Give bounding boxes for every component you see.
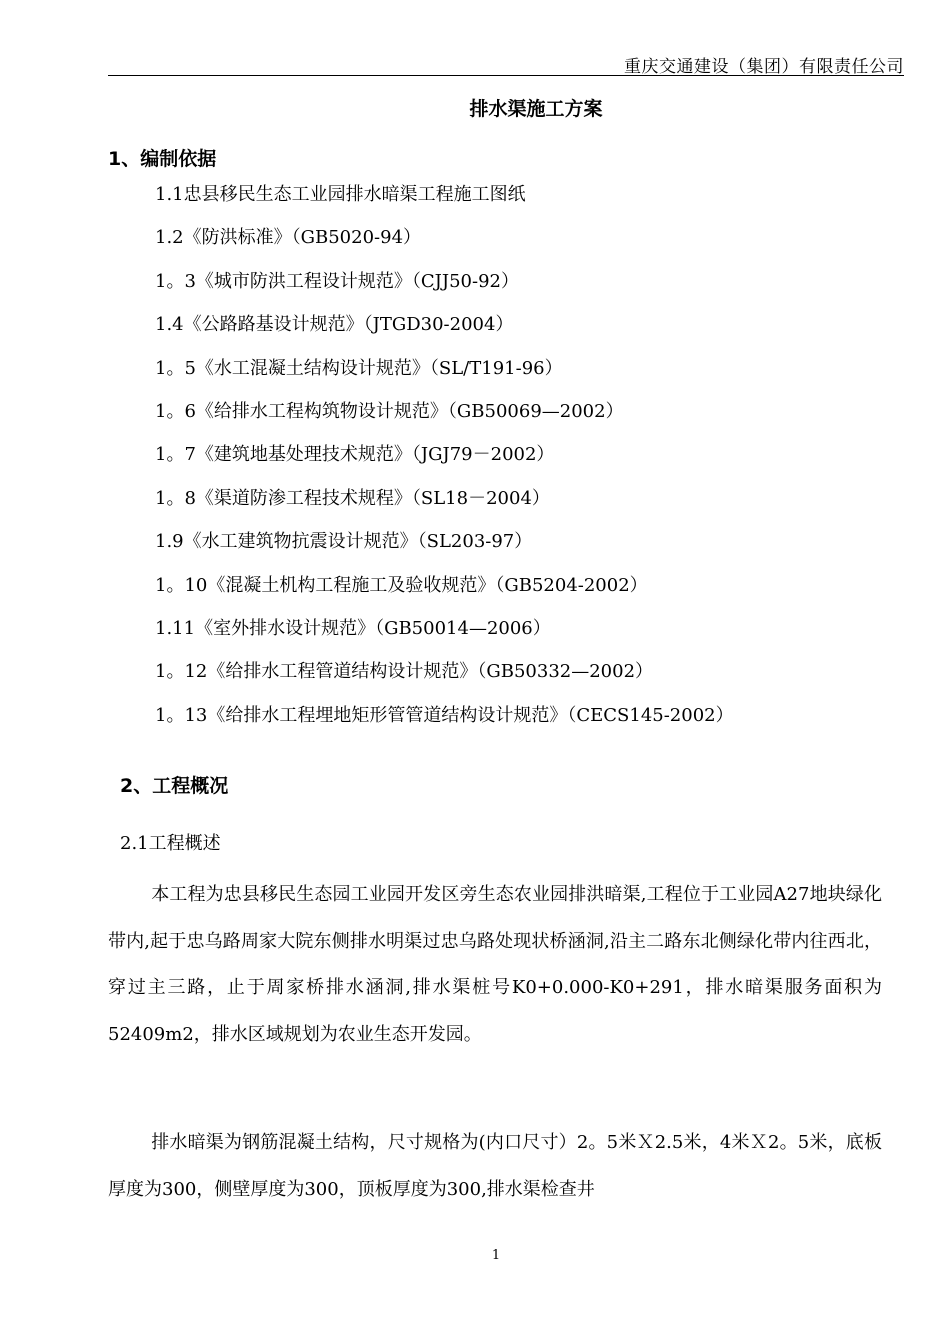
- reference-item: 1。7《建筑地基处理技术规范》（JGJ79－2002）: [155, 444, 555, 466]
- reference-item: 1.9《水工建筑物抗震设计规范》（SL203-97）: [155, 531, 533, 553]
- reference-item: 1。12《给排水工程管道结构设计规范》（GB50332—2002）: [155, 661, 654, 683]
- reference-item: 1。13《给排水工程埋地矩形管管道结构设计规范》（CECS145-2002）: [155, 704, 734, 726]
- section-heading-overview: 2、工程概况: [120, 775, 229, 797]
- header-divider: [108, 75, 904, 76]
- body-paragraph: 本工程为忠县移民生态园工业园开发区旁生态农业园排洪暗渠,工程位于工业园A27地块绿化带内,起于忠乌路周家大院东侧排水明渠过忠乌路处现状桥涵洞,沿主二路东北侧绿化带内往西北，穿过主三路，止于周家桥排水涵洞,排水渠桩号K0+0.000-K0+291，排水暗渠服务面积为52409m2，排水区域规划为农业生态开发园。: [108, 884, 882, 1045]
- reference-list: [155, 180, 734, 744]
- reference-item: 1。3《城市防洪工程设计规范》（CJJ50-92）: [155, 270, 519, 292]
- body-paragraph: 排水暗渠为钢筋混凝土结构，尺寸规格为(内口尺寸）2。5米Ｘ2.5米，4米Ｘ2。5米，底板厚度为300，侧壁厚度为300，顶板厚度为300,排水渠检查井: [108, 1132, 882, 1200]
- reference-item: 1.4《公路路基设计规范》（JTGD30-2004）: [155, 314, 514, 336]
- reference-item: 1。5《水工混凝土结构设计规范》（SL/T191-96）: [155, 357, 563, 379]
- company-name: 重庆交通建设（集团）有限责任公司: [624, 57, 904, 77]
- reference-item: 1。6《给排水工程构筑物设计规范》（GB50069—2002）: [155, 400, 624, 422]
- page-number: 1: [491, 1248, 501, 1263]
- reference-item: 1.1忠县移民生态工业园排水暗渠工程施工图纸: [155, 184, 526, 205]
- reference-item: 1.2《防洪标准》（GB5020-94）: [155, 227, 422, 249]
- section-heading-basis: 1、编制依据: [108, 148, 217, 170]
- reference-item: 1。8《渠道防渗工程技术规程》（SL18－2004）: [155, 487, 550, 509]
- reference-item: 1。10《混凝土机构工程施工及验收规范》（GB5204-2002）: [155, 574, 648, 596]
- reference-item: 1.11《室外排水设计规范》（GB50014—2006）: [155, 617, 551, 639]
- subsection-heading: 2.1工程概述: [120, 833, 221, 854]
- document-title: 排水渠施工方案: [469, 98, 603, 120]
